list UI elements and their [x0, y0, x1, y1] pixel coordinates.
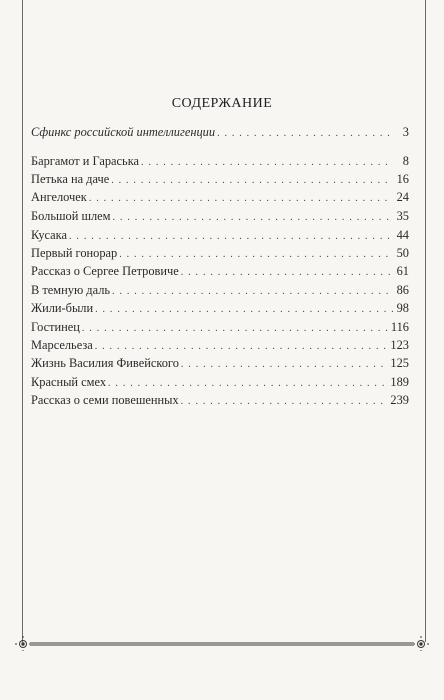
toc-entry[interactable] — [31, 263, 409, 279]
toc-entry-intro[interactable] — [31, 124, 409, 140]
dot-leader — [181, 357, 389, 373]
dot-leader — [119, 247, 393, 263]
dot-leader — [89, 191, 393, 207]
toc-entry-title: Сфинкс российской интеллигенции — [31, 125, 216, 139]
toc-entry[interactable] — [31, 227, 409, 243]
toc-entry[interactable] — [31, 208, 409, 224]
toc-entry-title: Кусака — [31, 228, 68, 242]
toc-entry-page: 50 — [396, 246, 409, 260]
toc-entry-title: Первый гонорар — [31, 246, 118, 260]
toc-entry[interactable] — [31, 245, 409, 261]
toc-entry-page: 123 — [390, 338, 409, 352]
toc-entry[interactable] — [31, 300, 409, 316]
toc-entry-title: Петька на даче — [31, 172, 110, 186]
toc-entry-page: 86 — [396, 283, 409, 297]
dot-leader — [95, 339, 389, 355]
toc-entry[interactable] — [31, 392, 409, 408]
toc-entry-title: В темную даль — [31, 283, 111, 297]
toc-entry-page: 24 — [396, 190, 409, 204]
toc-entry[interactable] — [31, 189, 409, 205]
toc-entry-page: 44 — [396, 228, 409, 242]
dot-leader — [141, 155, 393, 171]
toc-entry-page: 8 — [402, 154, 409, 168]
dot-leader — [108, 376, 388, 392]
toc-entry-title: Рассказ о Сергее Петровиче — [31, 264, 179, 278]
toc-entry-title: Большой шлем — [31, 209, 111, 223]
ornament-rule — [14, 635, 430, 651]
toc-heading: СОДЕРЖАНИЕ — [171, 96, 273, 111]
dot-leader — [69, 229, 393, 245]
toc-entry-page: 3 — [402, 125, 409, 139]
toc-entry-page: 116 — [390, 320, 409, 334]
dot-leader — [181, 394, 389, 410]
toc-entry[interactable] — [31, 282, 409, 298]
toc-entry-title: Жизнь Василия Фивейского — [31, 356, 179, 370]
dot-leader — [111, 173, 393, 189]
toc-entry-title: Рассказ о семи повешенных — [31, 393, 179, 407]
toc-entry-title: Баргамот и Гараська — [31, 154, 140, 168]
toc-entry-title: Марсельеза — [31, 338, 93, 352]
toc-entry-page: 125 — [390, 356, 409, 370]
toc-entry-title: Жили-были — [31, 301, 94, 315]
toc-entry[interactable] — [31, 374, 409, 390]
toc-entry-page: 189 — [390, 375, 409, 389]
dot-leader — [82, 321, 389, 337]
dot-leader — [113, 210, 393, 226]
toc-entry-title: Ангелочек — [31, 190, 87, 204]
toc-entry[interactable] — [31, 337, 409, 353]
dot-leader — [112, 284, 393, 300]
toc-entry-title: Красный смех — [31, 375, 107, 389]
toc-entry[interactable] — [31, 153, 409, 169]
dot-leader — [181, 265, 393, 281]
toc-entry-page: 98 — [396, 301, 409, 315]
toc-entry-page: 61 — [396, 264, 409, 278]
toc-entry-page: 239 — [390, 393, 409, 407]
toc-entry-page: 35 — [396, 209, 409, 223]
toc-entry[interactable] — [31, 319, 409, 335]
dot-leader — [95, 302, 393, 318]
toc-entry-page: 16 — [396, 172, 409, 186]
toc-entry[interactable] — [31, 171, 409, 187]
dot-leader — [217, 126, 393, 142]
toc-entry[interactable] — [31, 355, 409, 371]
toc-entry-title: Гостинец — [31, 320, 80, 334]
